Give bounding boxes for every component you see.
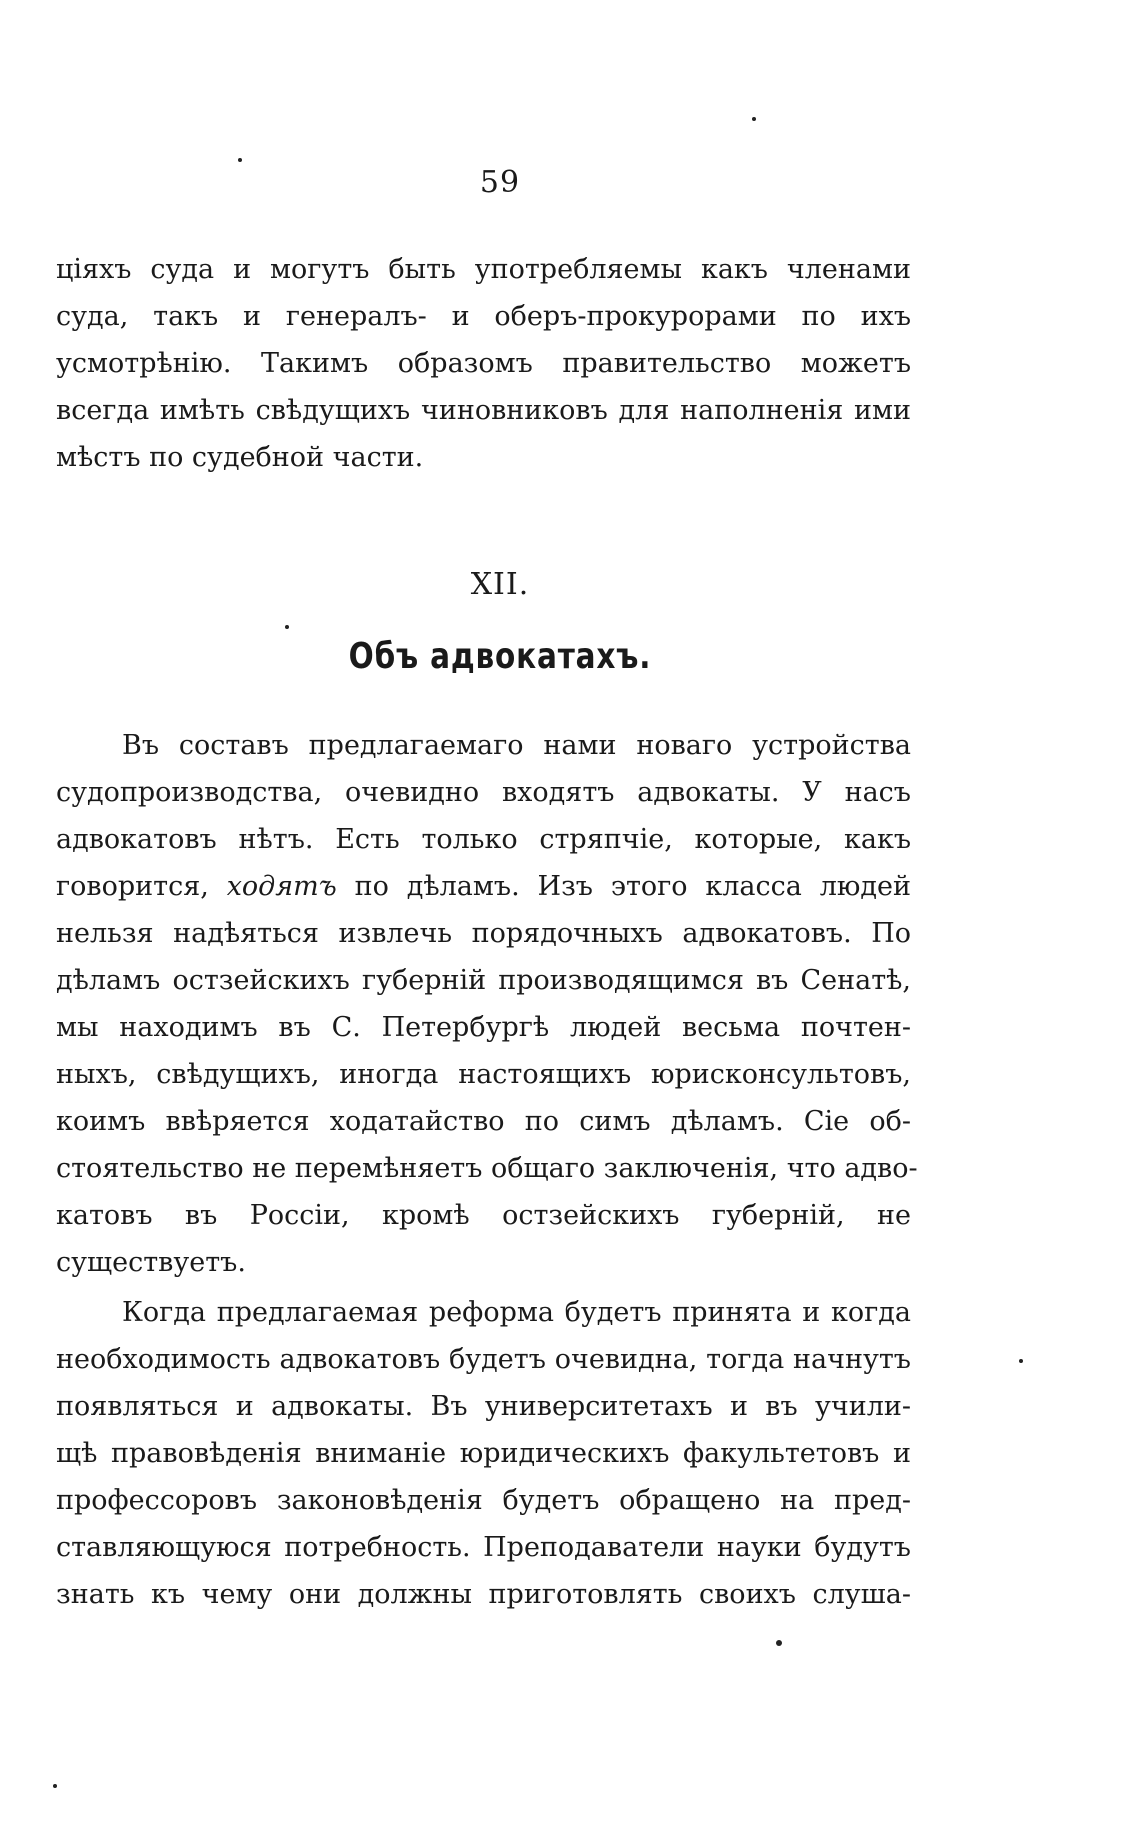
section-title: Объ адвокатахъ.	[348, 636, 652, 677]
text-segment: говорится,	[56, 871, 227, 902]
text-line: суда, такъ и генералъ- и оберъ-прокурорами по ихъ	[56, 301, 911, 332]
text-line: адвокатовъ нѣтъ. Есть только стряпчіе, которые, какъ	[56, 824, 911, 855]
text-line: ныхъ, свѣдущихъ, иногда настоящихъ юрисконсультовъ,	[56, 1059, 911, 1090]
text-line: знать къ чему они должны приготовлять своихъ слуша-	[56, 1579, 911, 1610]
scan-speck	[238, 158, 242, 162]
text-line: мы находимъ въ С. Петербургѣ людей весьма почтен-	[56, 1012, 911, 1043]
page-number: 59	[479, 165, 521, 200]
paragraph-2	[56, 1289, 911, 1618]
text-line: появляться и адвокаты. Въ университетахъ и въ учили-	[56, 1391, 911, 1422]
scan-speck	[776, 1640, 782, 1646]
paragraph-1	[56, 722, 918, 1286]
top-paragraph	[56, 246, 911, 481]
text-line	[56, 863, 911, 910]
text-line: нельзя надѣяться извлечь порядочныхъ адвокатовъ. По	[56, 918, 911, 949]
text-line: усмотрѣнію. Такимъ образомъ правительство можетъ	[56, 348, 911, 379]
italic-word: ходятъ	[226, 871, 337, 902]
text-line: профессоровъ законовѣденія будетъ обращено на пред-	[56, 1485, 911, 1516]
text-line: мѣстъ по судебной части.	[56, 442, 424, 473]
scan-speck	[1019, 1359, 1023, 1363]
scan-speck	[53, 1784, 57, 1788]
text-line: коимъ ввѣряется ходатайство по симъ дѣламъ. Сіе об-	[56, 1106, 911, 1137]
text-line: дѣламъ остзейскихъ губерній производящимся въ Сенатѣ,	[56, 965, 911, 996]
text-line: Въ составъ предлагаемаго нами новаго устройства	[122, 730, 911, 761]
text-line: стоятельство не перемѣняетъ общаго заключенія, что адво-	[56, 1153, 918, 1184]
text-line: щѣ правовѣденія вниманіе юридическихъ факультетовъ и	[56, 1438, 911, 1469]
text-line: ставляющуюся потребность. Преподаватели науки будутъ	[56, 1532, 911, 1563]
text-line: необходимость адвокатовъ будетъ очевидна, тогда начнутъ	[56, 1344, 911, 1375]
section-number: XII.	[470, 567, 530, 602]
text-line: катовъ въ Россіи, кромѣ остзейскихъ губерній, не	[56, 1200, 911, 1231]
text-line: судопроизводства, очевидно входятъ адвокаты. У насъ	[56, 777, 911, 808]
scan-speck	[285, 625, 289, 629]
text-line: существуетъ.	[56, 1247, 246, 1278]
text-line: Когда предлагаемая реформа будетъ принята и когда	[122, 1297, 911, 1328]
text-line: всегда имѣть свѣдущихъ чиновниковъ для наполненія ими	[56, 395, 911, 426]
text-line: ціяхъ суда и могутъ быть употребляемы какъ членами	[56, 254, 911, 285]
scan-speck	[752, 117, 756, 121]
text-segment: по дѣламъ. Изъ этого класса людей	[336, 871, 911, 902]
